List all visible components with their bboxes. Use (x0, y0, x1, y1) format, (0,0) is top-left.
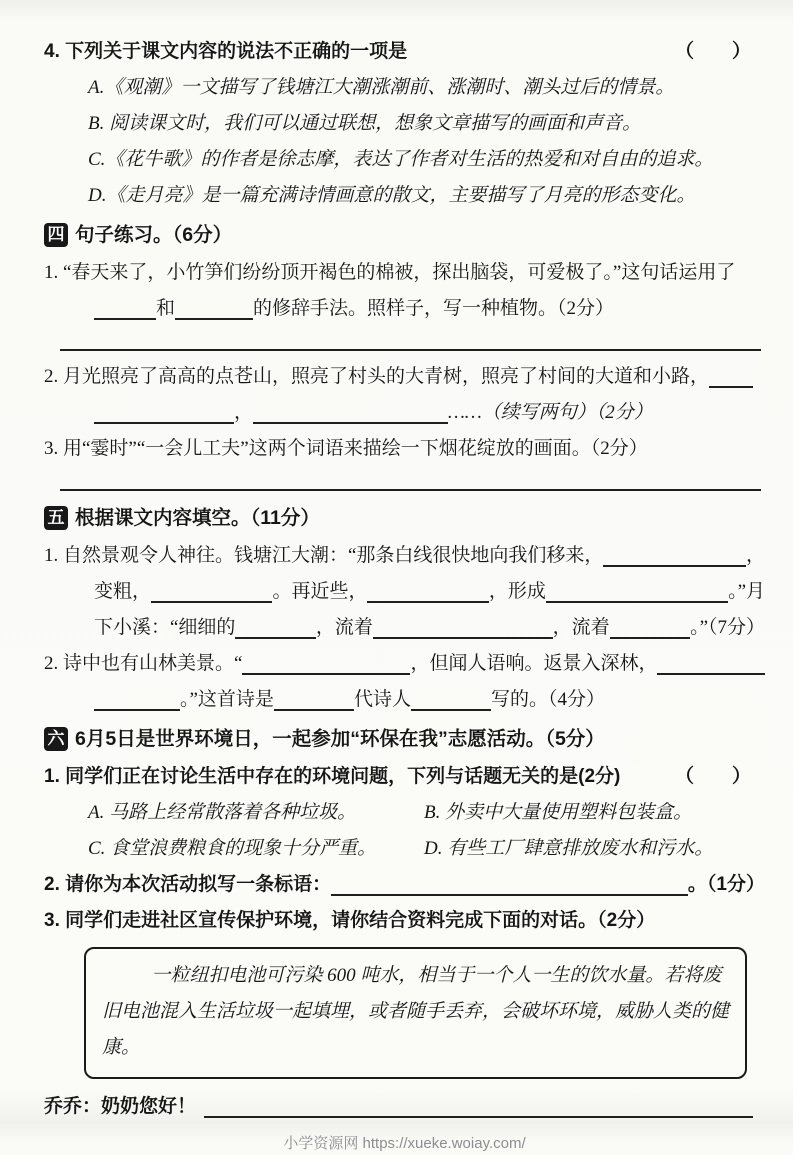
answer-blank (175, 318, 253, 320)
s5-q1-l3c: ，流着 (552, 617, 610, 638)
section-4-title: 句子练习。（6分） (75, 224, 233, 246)
section-5-header (44, 499, 765, 537)
s5-q2-l2a: 。”这首诗是 (180, 689, 274, 710)
s4-q3: 3. 用“霎时”“一会儿工夫”这两个词语来描绘一下烟花绽放的画面。（2分） (44, 438, 648, 459)
answer-blank (610, 637, 690, 639)
s4-q2-comma: ， (234, 402, 254, 423)
s5-q1-line1 (44, 538, 765, 574)
answer-blank (331, 894, 688, 896)
section-6-badge: 六 (44, 727, 68, 751)
question-4-answer-bracket: （ ） (674, 41, 751, 62)
s6-q1-option-c: C. 食堂浪费粮食的现象十分严重。 (88, 838, 377, 859)
dialogue-lead: 乔乔：奶奶您好！ (44, 1096, 197, 1117)
s4-q1-line1: 1. “春天来了，小竹笋们纷纷顶开褐色的棉被，探出脑袋，可爱极了。”这句话运用了 (44, 262, 736, 283)
section-5-badge: 五 (44, 506, 68, 530)
s5-q1-l2a: 变粗， (94, 581, 152, 602)
answer-blank (94, 318, 156, 320)
answer-blank (367, 601, 488, 603)
spacer (407, 34, 675, 70)
s4-q2-line1 (44, 359, 765, 395)
question-4-option-c: C.《花牛歌》的作者是徐志摩，表达了作者对生活的热爱和对自由的追求。 (88, 149, 714, 170)
s5-q1-l3b: ，流着 (315, 617, 373, 638)
s5-q2-line1 (44, 646, 765, 682)
answer-line (60, 467, 761, 491)
s6-q2-row (44, 867, 765, 903)
answer-blank (657, 673, 765, 675)
s5-q1-line2 (44, 574, 765, 610)
s4-q2-line2 (44, 395, 765, 431)
answer-blank (151, 601, 272, 603)
answer-blank (546, 601, 728, 603)
question-4-option-a: A.《观潮》一文描写了钱塘江大潮涨潮前、涨潮时、潮头过后的情景。 (88, 77, 675, 98)
answer-blank (242, 673, 410, 675)
question-4-stem-row (44, 34, 765, 70)
answer-blank (94, 422, 234, 424)
info-box (84, 947, 747, 1079)
footer-watermark: 小学资源网 https://xueke.woiay.com/ (283, 1135, 526, 1152)
s5-q2-line2 (44, 682, 765, 718)
answer-line (60, 327, 761, 351)
answer-blank (94, 709, 180, 711)
s4-q1-line2 (44, 291, 765, 327)
s5-q2-l1a: 2. 诗中也有山林美景。“ (44, 653, 243, 674)
s6-q1-options-row2 (44, 831, 765, 867)
section-6-header (44, 720, 765, 758)
answer-blank (204, 1116, 753, 1118)
s5-q1-l2c: ，形成 (488, 581, 546, 602)
answer-blank (709, 386, 753, 388)
s5-q2-l1b: ，但闻人语响。返景入深林， (410, 653, 658, 674)
question-4-stem: 4. 下列关于课文内容的说法不正确的一项是 (44, 41, 408, 62)
answer-blank (603, 565, 746, 567)
s4-q2-tail: ……（续写两句）（2分） (448, 402, 653, 423)
s5-q2-l2b: 代诗人 (353, 689, 411, 710)
s5-q1-l1a: 1. 自然景观令人神往。钱塘江大潮：“那条白线很快地向我们移来， (44, 545, 604, 566)
s4-q2-text: 2. 月光照亮了高高的点苍山，照亮了村头的大青树，照亮了村间的大道和小路， (44, 366, 710, 387)
s6-q3: 3. 同学们走进社区宣传保护环境，请你结合资料完成下面的对话。（2分） (44, 910, 656, 931)
question-4-option-b: B. 阅读课文时，我们可以通过联想，想象文章描写的画面和声音。 (88, 113, 642, 134)
s5-q1-l3a: 下小溪：“细细的 (94, 617, 236, 638)
s6-q2-tail: 。（1分） (687, 874, 765, 895)
s6-q1-option-b: B. 外卖中大量使用塑料包装盒。 (424, 802, 693, 823)
section-4-header (44, 216, 765, 254)
s5-q2-l2c: 写的。（4分） (490, 689, 605, 710)
s6-q1-stem-row (44, 759, 765, 795)
info-box-text: 一粒纽扣电池可污染 600 吨水，相当于一个人一生的饮水量。若将废旧电池混入生活垃圾一起填埋，或者随手丢弃，会破坏环境，威胁人类的健康。 (102, 965, 730, 1058)
answer-blank (411, 709, 491, 711)
s5-q1-l2d: 。”月 (728, 581, 766, 602)
s6-q1-option-a: A. 马路上经常散落着各种垃圾。 (88, 802, 357, 823)
section-4-badge: 四 (44, 223, 68, 247)
s6-q1-answer-bracket: （ ） (674, 766, 751, 787)
s6-q2-lead: 2. 请你为本次活动拟写一条标语： (44, 874, 332, 895)
dialogue-row (44, 1089, 765, 1125)
s6-q1-option-d: D. 有些工厂肆意排放废水和污水。 (424, 838, 714, 859)
s4-q1-tail: 的修辞手法。照样子，写一种植物。（2分） (253, 298, 615, 319)
answer-blank (253, 422, 448, 424)
s5-q1-l2b: 。再近些， (272, 581, 368, 602)
s6-q1-stem: 1. 同学们正在讨论生活中存在的环境问题，下列与话题无关的是(2分) (44, 766, 621, 787)
question-4-option-d: D.《走月亮》是一篇充满诗情画意的散文，主要描写了月亮的形态变化。 (88, 185, 696, 206)
spacer (620, 759, 675, 795)
answer-blank (274, 709, 354, 711)
s5-q1-l1b: ， (745, 545, 765, 566)
answer-blank (235, 637, 315, 639)
section-6-title: 6月5日是世界环境日，一起参加“环保在我”志愿活动。（5分） (75, 728, 605, 750)
s4-q1-mid: 和 (156, 298, 176, 319)
s6-q1-options-row1 (44, 795, 765, 831)
answer-blank (373, 637, 553, 639)
s5-q1-l3d: 。”（7分） (690, 617, 766, 638)
section-5-title: 根据课文内容填空。（11分） (75, 507, 320, 529)
s5-q1-line3 (44, 610, 765, 646)
